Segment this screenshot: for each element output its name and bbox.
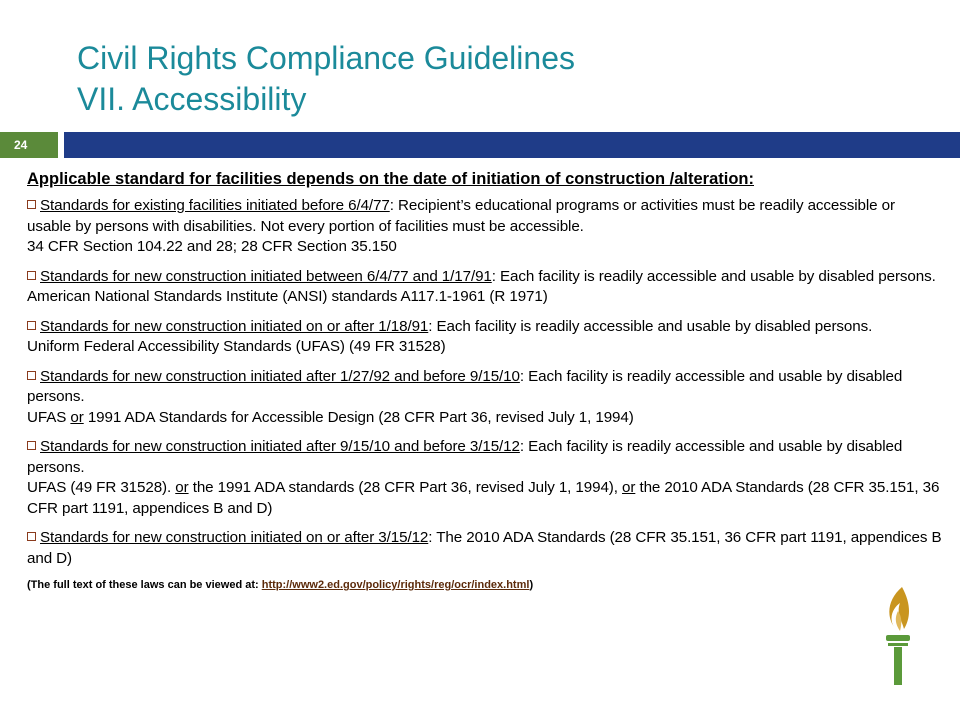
- laws-link[interactable]: http://www2.ed.gov/policy/rights/reg/ocr/index.html: [261, 579, 530, 591]
- citation-or: or: [70, 408, 84, 426]
- torch-band: [888, 643, 908, 646]
- header-bar-blue: [64, 132, 960, 158]
- slide-content: [27, 168, 942, 592]
- item-sep: :: [519, 438, 529, 455]
- item-label: Standards for new construction initiated after 1/27/92 and before 9/15/10: [40, 367, 520, 385]
- list-item: [27, 317, 942, 358]
- square-bullet-icon: [27, 321, 36, 330]
- citation-part: UFAS: [27, 408, 71, 426]
- footer-note: [27, 578, 942, 592]
- citation-or: or: [175, 479, 189, 496]
- list-item: [27, 367, 942, 429]
- torch-handle: [894, 647, 902, 685]
- item-label: Standards for new construction initiated between 6/4/77 and 1/17/91: [40, 267, 492, 285]
- item-text: Each facility is readily accessible and usable by disabled persons.: [27, 367, 903, 405]
- square-bullet-icon: [27, 200, 36, 209]
- citation-part: the 1991 ADA standards (28 CFR Part 36, revised July 1, 1994),: [188, 479, 623, 496]
- citation-part: UFAS (49 FR 31528).: [27, 479, 176, 496]
- slide-number: 24: [14, 138, 28, 152]
- list-item: [27, 267, 942, 308]
- item-citation: Uniform Federal Accessibility Standards (UFAS) (49 FR 31528): [27, 338, 446, 355]
- list-item: [27, 196, 942, 258]
- square-bullet-icon: [27, 441, 36, 450]
- citation-part: 1991 ADA Standards for Accessible Design (28 CFR Part 36, revised July 1, 1994): [83, 408, 634, 426]
- citation-or: or: [622, 479, 636, 496]
- item-label: Standards for new construction initiated on or after 3/15/12: [40, 529, 429, 546]
- torch-logo-icon: [880, 585, 916, 687]
- item-citation: [27, 409, 634, 426]
- title-line-2: VII. Accessibility: [77, 81, 307, 117]
- item-sep: :: [389, 197, 398, 214]
- item-text: Each facility is readily accessible and usable by disabled persons.: [500, 267, 936, 285]
- slide-title: [77, 38, 575, 120]
- slide-number-box: [0, 132, 58, 158]
- square-bullet-icon: [27, 371, 36, 380]
- item-text: Each facility is readily accessible and usable by disabled persons.: [436, 317, 873, 335]
- item-sep: :: [519, 367, 529, 385]
- item-citation: [27, 479, 939, 517]
- item-sep: :: [491, 267, 501, 285]
- item-sep: :: [428, 529, 437, 546]
- item-sep: :: [428, 317, 437, 335]
- item-text: Recipient’s educational programs or activities must be readily accessible or usable by persons with disabilities. Not every portion of facilities must be accessible.: [27, 197, 895, 235]
- content-heading: [27, 168, 942, 190]
- header-bar: [0, 132, 960, 158]
- footer-suffix: ): [529, 579, 534, 591]
- item-citation: 34 CFR Section 104.22 and 28; 28 CFR Section 35.150: [27, 238, 397, 255]
- list-item: [27, 437, 942, 519]
- square-bullet-icon: [27, 532, 36, 541]
- item-citation: American National Standards Institute (ANSI) standards A117.1-1961 (R 1971): [27, 288, 548, 305]
- item-label: Standards for existing facilities initiated before 6/4/77: [40, 197, 390, 214]
- item-text: Each facility is readily accessible and usable by disabled persons.: [27, 438, 903, 476]
- heading-colon: :: [748, 170, 754, 188]
- list-item: [27, 528, 942, 569]
- title-line-1: Civil Rights Compliance Guidelines: [77, 40, 575, 76]
- item-label: Standards for new construction initiated after 9/15/10 and before 3/15/12: [40, 438, 520, 455]
- citation-part: the 2010 ADA Standards (28 CFR 35.151, 36 CFR part 1191, appendices B and D): [27, 479, 940, 517]
- item-text: The 2010 ADA Standards (28 CFR 35.151, 36 CFR part 1191, appendices B and D): [27, 529, 942, 567]
- heading-text: Applicable standard for facilities depends on the date of initiation of construction /alteration: [27, 170, 749, 188]
- item-label: Standards for new construction initiated on or after 1/18/91: [40, 317, 429, 335]
- footer-prefix: (The full text of these laws can be viewed at:: [27, 579, 262, 591]
- torch-cup: [886, 635, 910, 641]
- square-bullet-icon: [27, 271, 36, 280]
